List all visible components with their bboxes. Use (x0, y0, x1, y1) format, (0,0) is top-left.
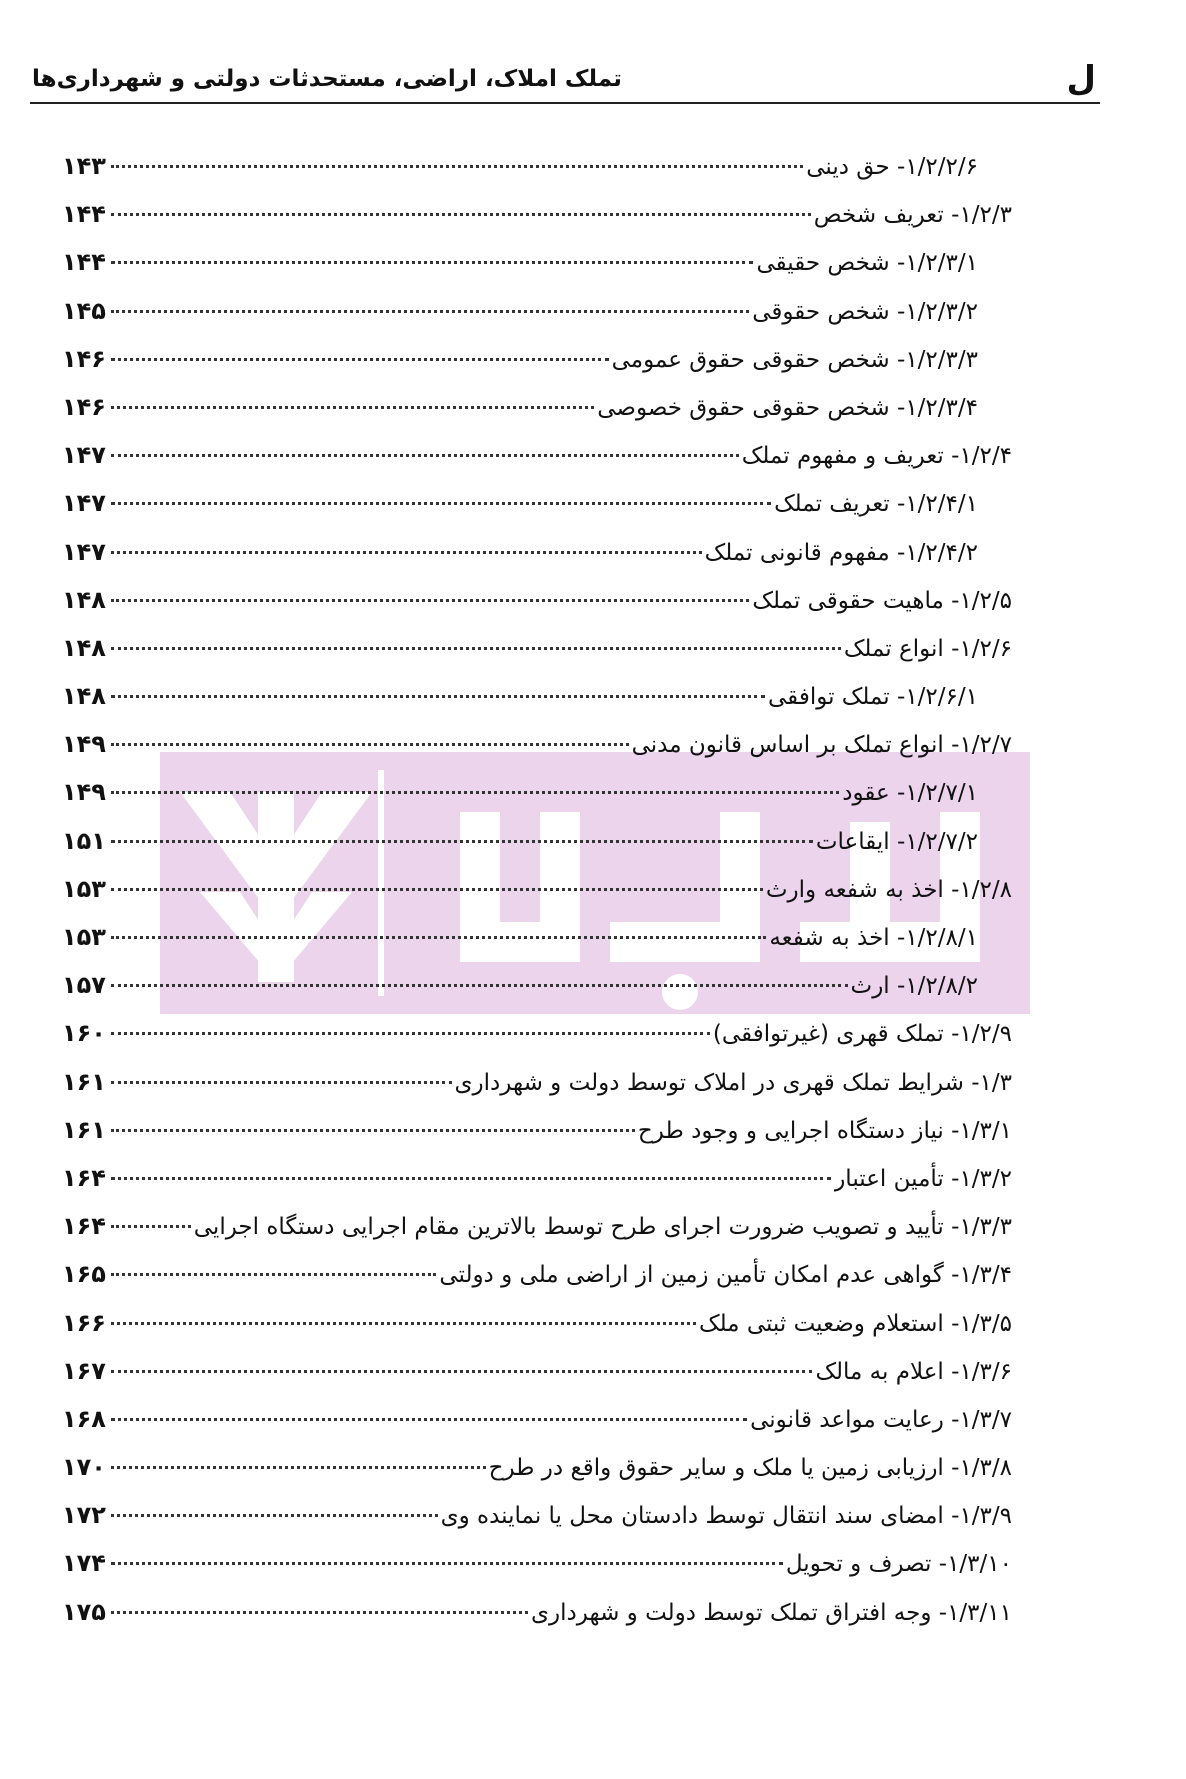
toc-entry-number: ۱/۳/۹ (959, 1503, 1012, 1530)
toc-entry-number: ۱/۲/۷/۲ (905, 828, 978, 855)
dot-leader (111, 543, 702, 554)
toc-entry-title: اخذ به شفعه (769, 925, 890, 951)
page-letter: ل (1066, 59, 1096, 99)
toc-entry-heading: ۱/۳/۸- ارزیابی زمین یا ملک و سایر حقوق واقع در طرح (488, 1455, 1012, 1482)
toc-entry-number: ۱/۳/۳ (959, 1214, 1012, 1241)
dot-leader (111, 735, 629, 746)
toc-entry-number: ۱/۲/۶/۱ (905, 684, 978, 711)
toc-entry-title: شخص حقوقی (752, 298, 890, 325)
toc-entry (62, 1347, 1012, 1395)
toc-page-number: ۱۵۷ (62, 971, 106, 1000)
dot-leader (111, 1362, 812, 1373)
toc-entry-number: ۱/۳ (979, 1069, 1012, 1096)
toc-entry-number: ۱/۲/۴/۱ (905, 491, 978, 518)
toc-entry-number: ۱/۲/۳ (959, 202, 1012, 229)
toc-entry-title: تأیید و تصویب ضرورت اجرای طرح توسط بالاترین مقام اجرایی دستگاه اجرایی (193, 1214, 944, 1241)
toc-entry-title: شرایط تملک قهری در املاک توسط دولت و شهرداری (454, 1069, 964, 1096)
dot-leader (111, 1169, 831, 1180)
toc-page-number: ۱۴۹ (62, 778, 106, 807)
toc-entry (62, 1202, 1012, 1250)
toc-entry-heading: ۱/۲/۵- ماهیت حقوقی تملک (752, 587, 1012, 614)
toc-entry (62, 142, 1012, 190)
toc-entry (62, 624, 1012, 672)
toc-page-number: ۱۵۳ (62, 923, 106, 951)
toc-entry-number: ۱/۲/۶ (959, 635, 1012, 662)
dot-leader (111, 1554, 783, 1565)
toc-entry (62, 1539, 1012, 1587)
toc-entry-title: امضای سند انتقال توسط دادستان محل یا نماینده وی (440, 1503, 944, 1530)
toc-page-number: ۱۴۸ (62, 633, 106, 662)
toc-entry (62, 1443, 1012, 1491)
toc-entry-title: وجه افتراق تملک توسط دولت و شهرداری (531, 1599, 932, 1626)
dot-leader (111, 880, 763, 891)
toc-entry-title: تعریف تملک (774, 491, 890, 518)
toc-entry (62, 431, 1012, 479)
toc-entry-heading: ۱/۲/۸/۱- اخذ به شفعه (769, 925, 978, 951)
toc-entry (62, 383, 1012, 431)
toc-page-number: ۱۴۴ (62, 248, 106, 277)
dot-leader (111, 350, 609, 361)
toc-page-number: ۱۶۶ (62, 1308, 106, 1337)
toc-entry (62, 528, 1012, 576)
toc-entry (62, 1395, 1012, 1443)
dot-leader (111, 832, 813, 843)
toc-entry-heading: ۱/۲/۳/۲- شخص حقوقی (752, 298, 978, 325)
toc-page-number: ۱۶۷ (62, 1356, 106, 1385)
toc-entry (62, 190, 1012, 238)
toc-entry-heading: ۱/۳/۷- رعایت مواعد قانونی (750, 1406, 1012, 1433)
toc-entry-heading: ۱/۳/۲- تأمین اعتبار (834, 1165, 1012, 1192)
toc-entry-title: ارزیابی زمین یا ملک و سایر حقوق واقع در طرح (488, 1455, 944, 1482)
toc-entry-heading: ۱/۳/۱۱- وجه افتراق تملک توسط دولت و شهرداری (531, 1599, 1012, 1626)
toc-entry-title: استعلام وضعیت ثبتی ملک (698, 1310, 944, 1337)
dot-leader (111, 1265, 436, 1276)
dot-leader (111, 639, 841, 650)
toc-page-number: ۱۴۸ (62, 585, 106, 614)
toc-page-number: ۱۴۴ (62, 200, 106, 229)
toc-entry (62, 1299, 1012, 1347)
toc-entry-heading: ۱/۲/۷- انواع تملک بر اساس قانون مدنی (631, 732, 1012, 759)
toc-entry-number: ۱/۳/۴ (959, 1262, 1012, 1289)
toc-entry-heading: ۱/۲/۳/۴- شخص حقوقی حقوق خصوصی (597, 394, 978, 421)
toc-entry-heading: ۱/۳/۹- امضای سند انتقال توسط دادستان محل یا نماینده وی (440, 1503, 1012, 1530)
dot-leader (111, 783, 839, 794)
toc-entry-number: ۱/۲/۸/۲ (905, 973, 978, 1000)
toc-entry-heading: ۱/۳/۶- اعلام به مالک (815, 1358, 1012, 1385)
toc-entry (62, 238, 1012, 286)
dot-leader (111, 1410, 747, 1421)
toc-entry-title: ایقاعات (815, 828, 890, 855)
toc-page-number: ۱۷۵ (62, 1597, 106, 1626)
dot-leader (111, 205, 811, 216)
toc-entry-title: تملک توافقی (768, 684, 890, 711)
toc-entry (62, 1250, 1012, 1298)
toc-entry-number: ۱/۲/۴/۲ (905, 539, 978, 566)
running-title: تملک املاک، اراضی، مستحدثات دولتی و شهرداری‌ها (32, 66, 622, 92)
toc-entry (62, 287, 1012, 335)
dot-leader (111, 928, 766, 939)
toc-entry (62, 335, 1012, 383)
toc-entry-title: اخذ به شفعه وارث (765, 876, 944, 903)
toc-entry-title: تصرف و تحویل (785, 1551, 932, 1578)
toc-entry-number: ۱/۲/۳/۴ (905, 394, 978, 421)
dot-leader (111, 1217, 191, 1228)
toc-entry-title: تعریف شخص (813, 202, 944, 229)
dot-leader (111, 1314, 696, 1325)
toc-page-number: ۱۵۳ (62, 874, 106, 903)
toc-entry (62, 1058, 1012, 1106)
toc-page-number: ۱۴۸ (62, 682, 106, 711)
toc-entry-heading: ۱/۲/۳- تعریف شخص (813, 202, 1012, 229)
toc-entry (62, 1154, 1012, 1202)
toc-entry-heading: ۱/۲/۸/۲- ارث (850, 973, 978, 1000)
dot-leader (111, 398, 594, 409)
toc-entry (62, 913, 1012, 961)
toc-page-number: ۱۶۴ (62, 1212, 106, 1241)
toc-entry-heading: ۱/۳/۴- گواهی عدم امکان تأمین زمین از اراضی ملی و دولتی (439, 1262, 1012, 1289)
toc-page-number: ۱۴۷ (62, 441, 106, 470)
toc-entry-title: انواع تملک (843, 635, 944, 662)
toc-entry-heading: ۱/۲/۷/۱- عقود (842, 780, 978, 807)
toc-entry-heading: ۱/۲/۴/۱- تعریف تملک (774, 491, 978, 518)
toc-entry-heading: ۱/۳/۳- تأیید و تصویب ضرورت اجرای طرح توسط بالاترین مقام اجرایی دستگاه اجرایی (193, 1214, 1012, 1241)
dot-leader (111, 591, 749, 602)
toc-page-number: ۱۷۴ (62, 1549, 106, 1578)
dot-leader (111, 302, 749, 313)
toc-entry-title: مفهوم قانونی تملک (704, 539, 890, 566)
dot-leader (111, 687, 765, 698)
toc-entry-title: شخص حقوقی حقوق عمومی (611, 346, 890, 373)
toc-page-number: ۱۴۷ (62, 537, 106, 566)
toc-page-number: ۱۵۱ (62, 826, 106, 855)
toc-entry-number: ۱/۳/۵ (959, 1310, 1012, 1337)
toc-entry (62, 576, 1012, 624)
dot-leader (111, 494, 771, 505)
toc-entry-heading: ۱/۲/۹- تملک قهری (غیرتوافقی) (712, 1021, 1012, 1048)
toc-entry-title: انواع تملک بر اساس قانون مدنی (631, 732, 944, 759)
toc-entry-number: ۱/۲/۵ (959, 587, 1012, 614)
toc-entry-number: ۱/۲/۲/۶ (905, 154, 978, 180)
toc-entry-number: ۱/۲/۷ (959, 732, 1012, 759)
toc-page-number: ۱۴۹ (62, 730, 106, 759)
toc-entry-heading: ۱/۳/۵- استعلام وضعیت ثبتی ملک (698, 1310, 1012, 1337)
toc-entry (62, 1491, 1012, 1539)
toc-page-number: ۱۶۴ (62, 1163, 106, 1192)
toc-page-number: ۱۶۱ (62, 1067, 106, 1096)
dot-leader (111, 1024, 710, 1035)
toc-entry-title: تملک قهری (غیرتوافقی) (712, 1021, 944, 1048)
dot-leader (111, 1458, 486, 1469)
dot-leader (111, 446, 739, 457)
toc-entry-number: ۱/۲/۳/۱ (905, 250, 978, 277)
toc-entry-heading: ۱/۲/۲/۶- حق دینی (806, 154, 978, 180)
toc-entry-title: عقود (842, 780, 890, 807)
dot-leader (111, 976, 848, 987)
toc-page-number: ۱۶۰ (62, 1019, 106, 1048)
toc-entry-number: ۱/۳/۲ (959, 1165, 1012, 1192)
toc-entry-title: تعریف و مفهوم تملک (741, 443, 944, 470)
toc-entry (62, 865, 1012, 913)
toc-page-number: ۱۶۱ (62, 1115, 106, 1144)
toc-entry-title: شخص حقوقی حقوق خصوصی (597, 394, 890, 421)
toc-entry (62, 817, 1012, 865)
toc-entry-title: رعایت مواعد قانونی (750, 1406, 944, 1433)
toc-page-number: ۱۷۲ (62, 1501, 106, 1530)
toc-page-number: ۱۶۵ (62, 1260, 106, 1289)
toc-page-number: ۱۴۷ (62, 489, 106, 518)
toc-entry-number: ۱/۲/۹ (959, 1021, 1012, 1048)
toc-entry-title: نیاز دستگاه اجرایی و وجود طرح (637, 1117, 944, 1144)
toc-page-number: ۱۴۶ (62, 392, 106, 421)
dot-leader (111, 1603, 528, 1614)
toc-entry-heading: ۱/۳- شرایط تملک قهری در املاک توسط دولت و شهرداری (454, 1069, 1012, 1096)
toc-entry-number: ۱/۳/۱۰ (947, 1551, 1012, 1578)
toc-entry-number: ۱/۲/۸ (959, 876, 1012, 903)
dot-leader (111, 1121, 635, 1132)
toc-entry (62, 768, 1012, 816)
toc-entry (62, 672, 1012, 720)
toc-entry-number: ۱/۳/۸ (959, 1455, 1012, 1482)
toc-entry-heading: ۱/۲/۶- انواع تملک (843, 635, 1012, 662)
toc-entry (62, 1106, 1012, 1154)
toc-page-number: ۱۴۳ (62, 152, 106, 180)
toc-entry-heading: ۱/۲/۷/۲- ایقاعات (815, 828, 978, 855)
toc-entry-number: ۱/۲/۷/۱ (905, 780, 978, 807)
toc-entry-title: شخص حقیقی (756, 250, 890, 277)
dot-leader (111, 253, 753, 264)
table-of-contents (62, 142, 1012, 1636)
toc-entry-number: ۱/۳/۶ (959, 1358, 1012, 1385)
toc-entry (62, 1588, 1012, 1636)
toc-entry (62, 961, 1012, 1009)
toc-entry-number: ۱/۲/۳/۳ (905, 346, 978, 373)
toc-entry-heading: ۱/۲/۴/۲- مفهوم قانونی تملک (704, 539, 978, 566)
toc-entry (62, 720, 1012, 768)
toc-entry-heading: ۱/۲/۳/۳- شخص حقوقی حقوق عمومی (611, 346, 978, 373)
dot-leader (111, 157, 803, 168)
toc-entry-title: ارث (850, 973, 890, 1000)
page-header (30, 56, 1100, 104)
toc-entry-title: تأمین اعتبار (834, 1165, 944, 1192)
toc-entry-heading: ۱/۲/۳/۱- شخص حقیقی (756, 250, 978, 277)
toc-entry-title: اعلام به مالک (815, 1358, 944, 1385)
dot-leader (111, 1073, 452, 1084)
dot-leader (111, 1506, 438, 1517)
toc-entry-heading: ۱/۲/۸- اخذ به شفعه وارث (765, 876, 1012, 903)
toc-entry-title: گواهی عدم امکان تأمین زمین از اراضی ملی و دولتی (439, 1262, 944, 1289)
toc-entry-heading: ۱/۲/۴- تعریف و مفهوم تملک (741, 443, 1012, 470)
toc-entry (62, 479, 1012, 527)
toc-entry (62, 1009, 1012, 1057)
toc-entry-number: ۱/۲/۳/۲ (905, 298, 978, 325)
toc-entry-number: ۱/۳/۷ (959, 1406, 1012, 1433)
toc-entry-title: ماهیت حقوقی تملک (752, 587, 944, 614)
toc-page-number: ۱۶۸ (62, 1404, 106, 1433)
toc-entry-number: ۱/۲/۴ (959, 443, 1012, 470)
toc-page-number: ۱۴۶ (62, 344, 106, 373)
toc-entry-number: ۱/۳/۱۱ (947, 1599, 1012, 1626)
toc-page-number: ۱۴۵ (62, 296, 106, 325)
toc-entry-title: حق دینی (806, 154, 890, 180)
toc-page-number: ۱۷۰ (62, 1453, 106, 1482)
toc-entry-heading: ۱/۳/۱- نیاز دستگاه اجرایی و وجود طرح (637, 1117, 1012, 1144)
toc-entry-heading: ۱/۳/۱۰- تصرف و تحویل (785, 1551, 1012, 1578)
toc-entry-heading: ۱/۲/۶/۱- تملک توافقی (768, 684, 978, 711)
toc-entry-number: ۱/۳/۱ (959, 1117, 1012, 1144)
toc-entry-number: ۱/۲/۸/۱ (905, 925, 978, 951)
